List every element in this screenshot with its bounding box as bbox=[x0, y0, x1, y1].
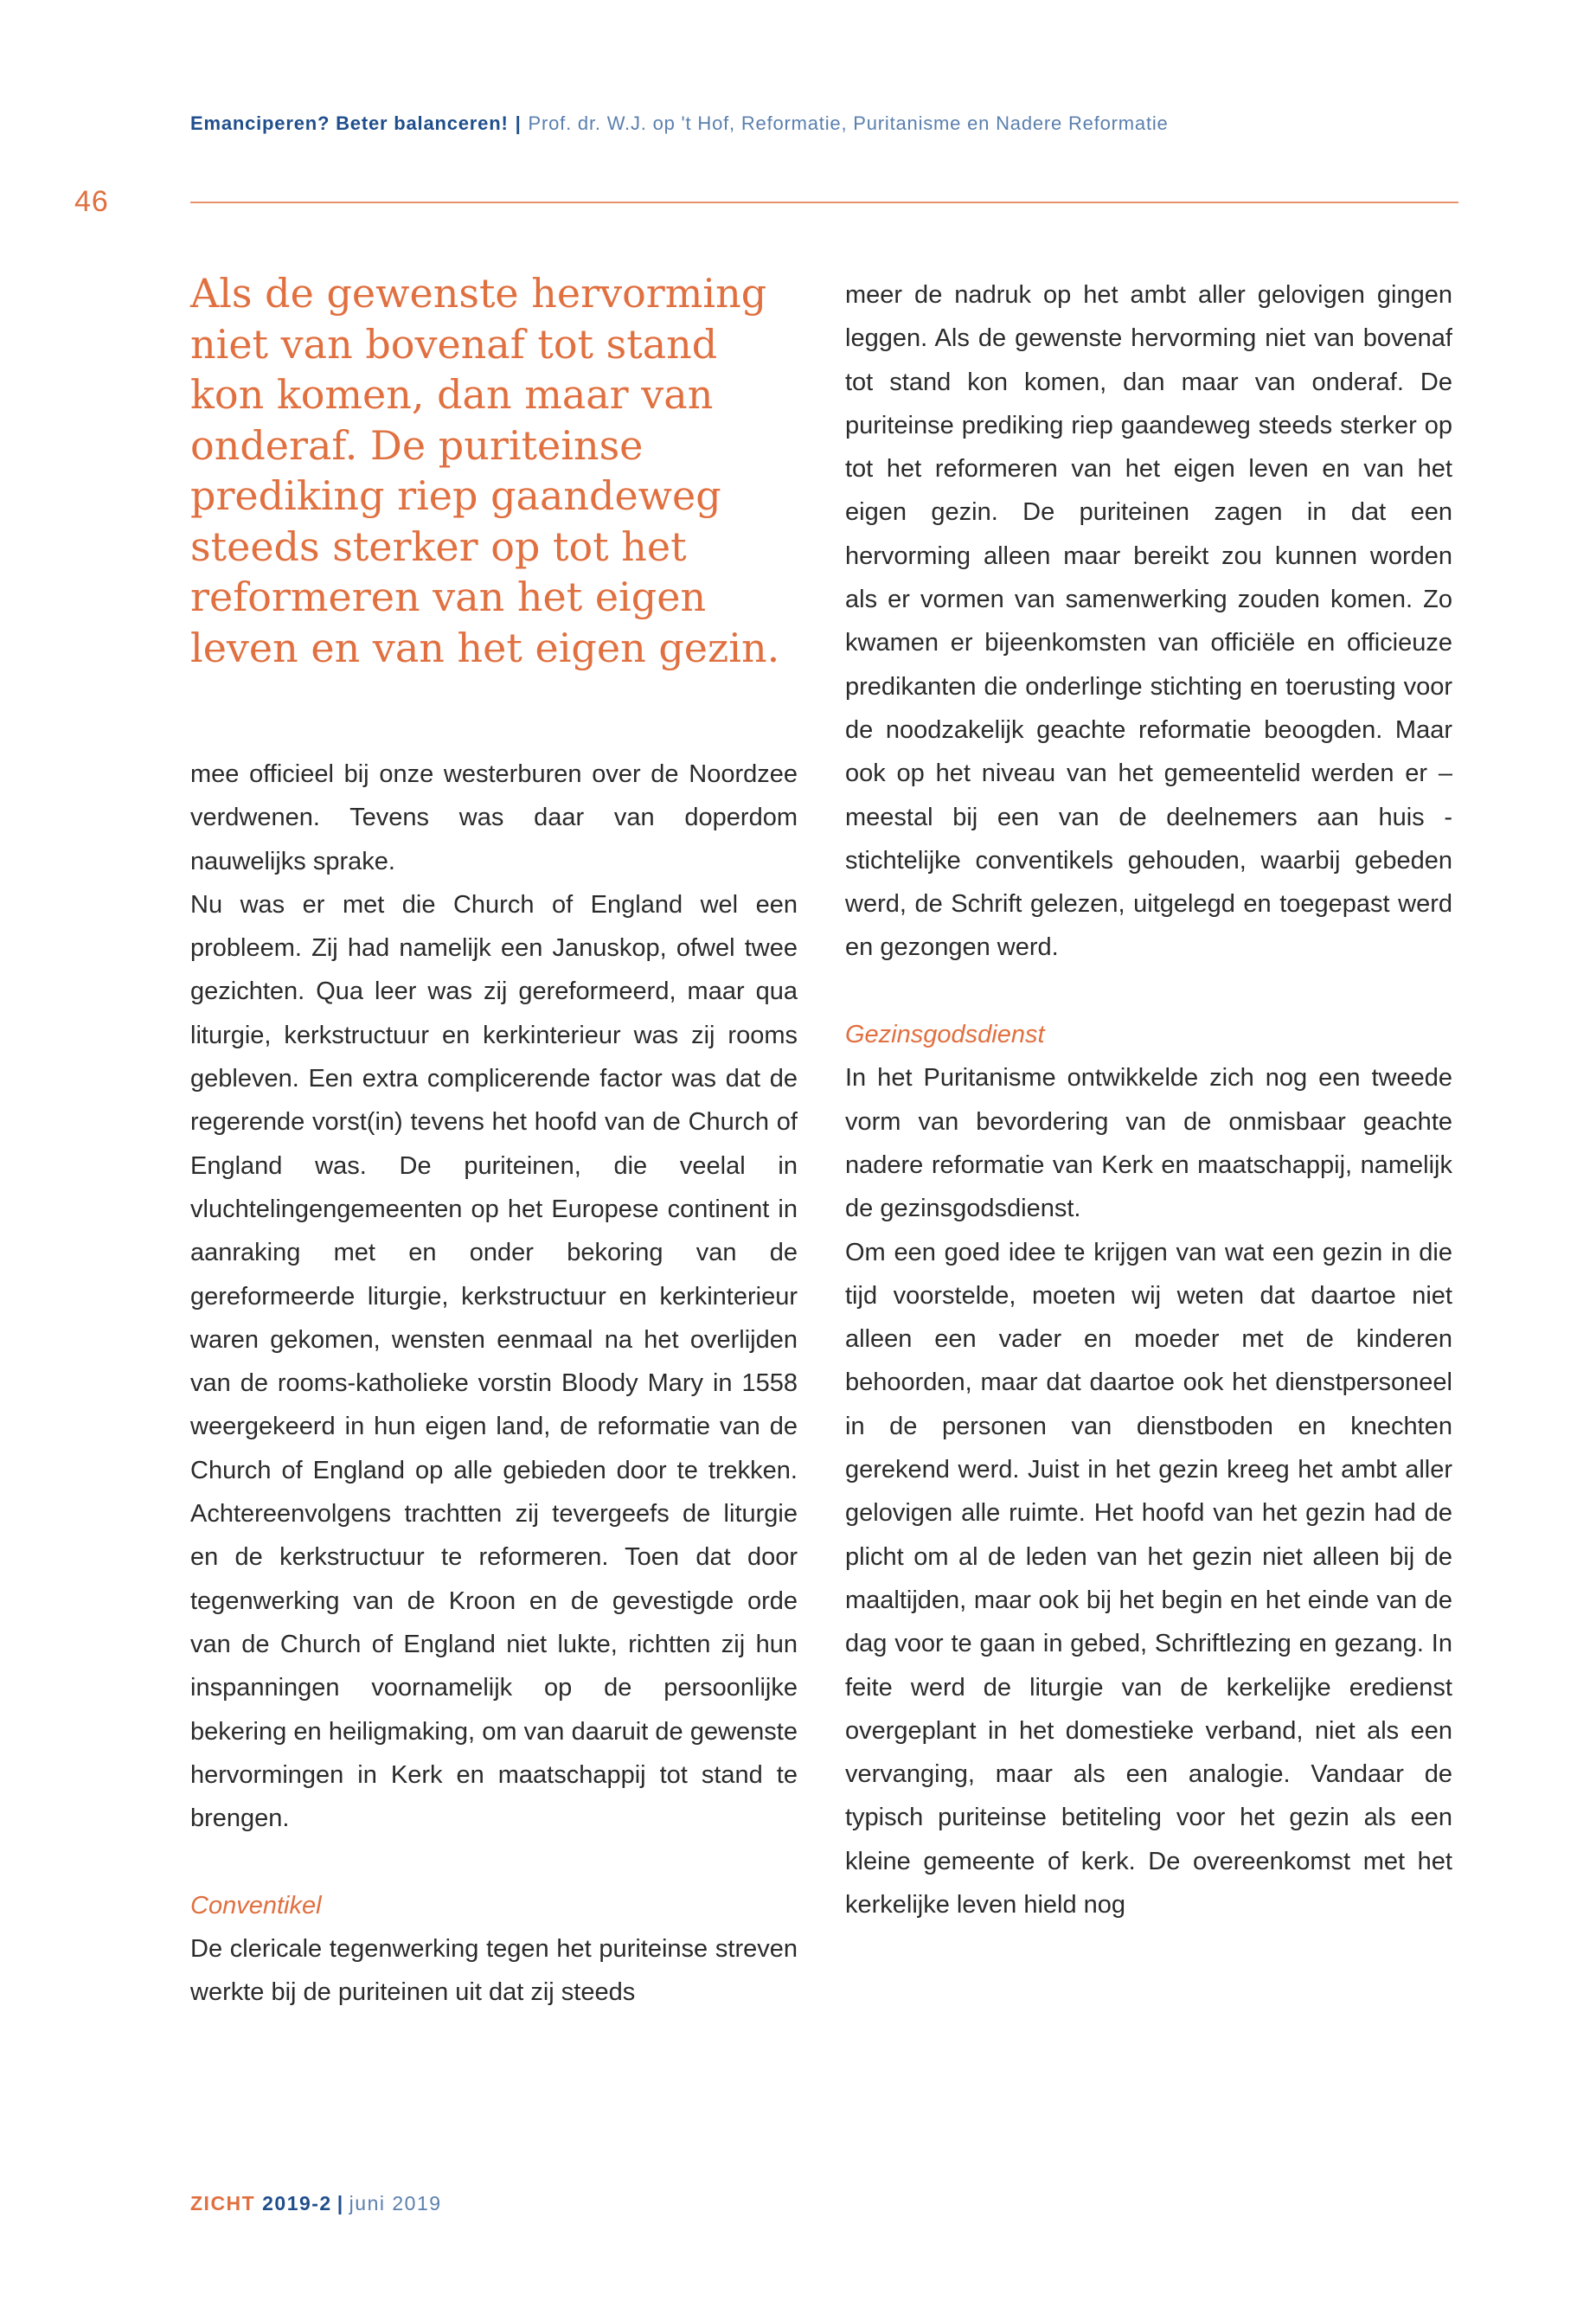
left-column bbox=[190, 753, 798, 2015]
paragraph: Om een goed idee te krijgen van wat een gezin in die tijd voorstelde, moeten wij weten dat daartoe niet alleen een vader en moeder met de kinderen behoorden, maar dat daartoe ook het dienstpersoneel in de personen van dienstboden en knechten gerekend werd. Juist in het gezin kreeg het ambt aller gelovigen alle ruimte. Het hoofd van het gezin had de plicht om al de leden van het gezin niet alleen bij de maaltijden, maar ook bij het begin en het einde van de dag voor te gaan in gebed, Schriftlezing en gezang. In feite werd de liturgie van de kerkelijke eredienst overgeplant in het domestieke verband, niet als een vervanging, maar als een analogie. Vandaar de typisch puriteinse betiteling voor het gezin als een kleine gemeente of kerk. De overeenkomst met het kerkelijke leven hield nog bbox=[845, 1238, 1452, 1919]
header-rule bbox=[190, 202, 1458, 203]
running-header bbox=[190, 112, 1453, 135]
page-footer bbox=[190, 2192, 442, 2215]
paragraph-spacer bbox=[190, 1840, 798, 1883]
section-heading-conventikel: Conventikel bbox=[190, 1891, 322, 1920]
paragraph-spacer bbox=[845, 970, 1452, 1013]
header-subtitle: Prof. dr. W.J. op 't Hof, Reformatie, Puritanisme en Nadere Reformatie bbox=[528, 112, 1169, 134]
section-heading-gezinsgodsdienst: Gezinsgodsdienst bbox=[845, 1021, 1045, 1049]
paragraph: In het Puritanisme ontwikkelde zich nog een tweede vorm van bevordering van de onmisbaar geachte nadere reformatie van Kerk en maatschappij, namelijk de gezinsgodsdienst. bbox=[845, 1064, 1452, 1223]
paragraph: Nu was er met die Church of England wel een probleem. Zij had namelijk een Januskop, ofwel twee gezichten. Qua leer was zij gereformeerd, maar qua liturgie, kerkstructuur en kerkinterieur was zij rooms gebleven. Een extra complicerende factor was dat de regerende vorst(in) tevens het hoofd van de Church of England was. De puriteinen, die veelal in vluchtelingengemeenten op het Europese continent in aanraking met en onder bekoring van de gereformeerde liturgie, kerkstructuur en kerkinterieur waren gekomen, wensten eenmaal na het overlijden van de rooms-katholieke vorstin Bloody Mary in 1558 weergekeerd in hun eigen land, de reformatie van de Church of England op alle gebieden door te trekken. Achtereenvolgens trachtten zij tevergeefs de liturgie en de kerkstructuur te reformeren. Toen dat door tegenwerking van de Kroon en de gevestigde orde van de Church of England niet lukte, richtten zij hun inspanningen voornamelijk op de persoonlijke bekering en heiligmaking, om van daaruit de gewenste hervormingen in Kerk en maatschappij tot stand te brengen. bbox=[190, 890, 798, 1833]
pull-quote: Als de gewenste hervorming niet van bovenaf tot stand kon komen, dan maar van onderaf. De puriteinse prediking riep gaandeweg steeds sterker op tot het reformeren van het eigen leven en van het eigen gezin. bbox=[190, 270, 780, 671]
page-number: 46 bbox=[74, 185, 109, 218]
footer-magazine: ZICHT bbox=[190, 2192, 256, 2214]
right-column bbox=[845, 273, 1452, 1926]
footer-separator: | bbox=[337, 2192, 344, 2214]
header-separator: | bbox=[515, 112, 522, 134]
paragraph: De clericale tegenwerking tegen het puriteinse streven werkte bij de puriteinen uit dat zij steeds bbox=[190, 1935, 798, 2007]
footer-date: juni 2019 bbox=[349, 2192, 442, 2214]
header-title: Emanciperen? Beter balanceren! bbox=[190, 112, 509, 134]
footer-issue: 2019-2 bbox=[262, 2192, 332, 2214]
paragraph: mee officieel bij onze westerburen over de Noordzee verdwenen. Tevens was daar van doperdom nauwelijks sprake. bbox=[190, 760, 798, 875]
paragraph: meer de nadruk op het ambt aller gelovigen gingen leggen. Als de gewenste hervorming niet van bovenaf tot stand kon komen, dan maar van onderaf. De puriteinse prediking riep gaandeweg steeds sterker op tot het reformeren van het eigen leven en van het eigen gezin. De puriteinen zagen in dat een hervorming alleen maar bereikt zou kunnen worden als er vormen van samenwerking zouden komen. Zo kwamen er bijeenkomsten van officiële en officieuze predikanten die onderlinge stichting en toerusting voor de noodzakelijk geachte reformatie beoogden. Maar ook op het niveau van het gemeentelid werden er – meestal bij een van de deelnemers aan huis - stichtelijke conventikels gehouden, waarbij gebeden werd, de Schrift gelezen, uitgelegd en toegepast werd en gezongen werd. bbox=[845, 281, 1452, 962]
